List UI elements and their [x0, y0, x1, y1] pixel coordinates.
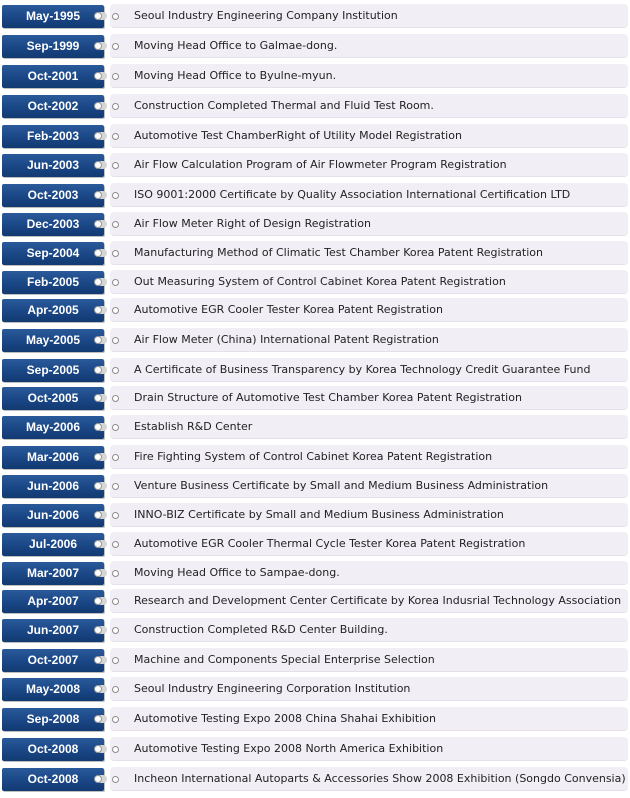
circle-bullet-icon [112, 598, 119, 605]
event-description: Machine and Components Special Enterprise Selection [134, 653, 435, 666]
event-description: Venture Business Certificate by Small and Medium Business Administration [134, 479, 549, 492]
date-label: Sep-2004 [2, 242, 104, 265]
connector-dot-icon [94, 12, 102, 20]
date-label: Jun-2003 [2, 154, 104, 177]
date-label: Oct-2008 [2, 768, 104, 791]
circle-bullet-icon [112, 776, 119, 783]
timeline-row [2, 358, 629, 382]
date-label: Sep-2008 [2, 708, 104, 731]
timeline-row [2, 648, 629, 672]
timeline-row [2, 124, 629, 148]
connector-dot-icon [94, 597, 102, 605]
circle-bullet-icon [112, 307, 119, 314]
timeline-row [2, 415, 629, 439]
timeline-row [2, 737, 629, 761]
connector-dot-icon [94, 42, 102, 50]
event-description: Establish R&D Center [134, 420, 253, 433]
event-description: Construction Completed R&D Center Building. [134, 623, 388, 636]
timeline-row [2, 677, 629, 701]
event-description: Automotive Testing Expo 2008 China Shahai Exhibition [134, 712, 436, 725]
timeline-row [2, 532, 629, 556]
date-label: Jun-2006 [2, 475, 104, 498]
circle-bullet-icon [112, 686, 119, 693]
timeline-row [2, 707, 629, 731]
circle-bullet-icon [112, 43, 119, 50]
connector-dot-icon [94, 191, 102, 199]
circle-bullet-icon [112, 454, 119, 461]
timeline-row [2, 183, 629, 207]
timeline-row [2, 474, 629, 498]
timeline-row [2, 241, 629, 265]
connector-dot-icon [94, 540, 102, 548]
date-label: Oct-2005 [2, 387, 104, 410]
circle-bullet-icon [112, 395, 119, 402]
date-label: Oct-2008 [2, 738, 104, 761]
date-label: May-2005 [2, 329, 104, 352]
timeline-row [2, 34, 629, 58]
circle-bullet-icon [112, 746, 119, 753]
date-label: Dec-2003 [2, 213, 104, 236]
timeline-row [2, 503, 629, 527]
circle-bullet-icon [112, 657, 119, 664]
date-label: Sep-1999 [2, 35, 104, 58]
event-description: A Certificate of Business Transparency by Korea Technology Credit Guarantee Fund [134, 363, 591, 376]
date-label: Oct-2007 [2, 649, 104, 672]
circle-bullet-icon [112, 512, 119, 519]
event-description: Automotive Testing Expo 2008 North America Exhibition [134, 742, 444, 755]
circle-bullet-icon [112, 337, 119, 344]
event-description: Out Measuring System of Control Cabinet Korea Patent Registration [134, 275, 506, 288]
connector-dot-icon [94, 715, 102, 723]
event-description: Moving Head Office to Galmae-dong. [134, 39, 338, 52]
date-label: Sep-2005 [2, 359, 104, 382]
connector-dot-icon [94, 249, 102, 257]
circle-bullet-icon [112, 627, 119, 634]
event-description: Construction Completed Thermal and Fluid Test Room. [134, 99, 434, 112]
date-label: Feb-2005 [2, 271, 104, 294]
connector-dot-icon [94, 102, 102, 110]
circle-bullet-icon [112, 367, 119, 374]
circle-bullet-icon [112, 13, 119, 20]
timeline-row [2, 328, 629, 352]
event-description: Air Flow Meter (China) International Patent Registration [134, 333, 439, 346]
connector-dot-icon [94, 482, 102, 490]
circle-bullet-icon [112, 221, 119, 228]
connector-dot-icon [94, 161, 102, 169]
date-label: Jun-2007 [2, 619, 104, 642]
timeline-row [2, 64, 629, 88]
timeline-row [2, 4, 629, 28]
connector-dot-icon [94, 278, 102, 286]
event-description: Seoul Industry Engineering Company Institution [134, 9, 398, 22]
event-description: Automotive EGR Cooler Thermal Cycle Tester Korea Patent Registration [134, 537, 526, 550]
date-label: Feb-2003 [2, 125, 104, 148]
circle-bullet-icon [112, 424, 119, 431]
timeline-row [2, 153, 629, 177]
event-description: Drain Structure of Automotive Test Chamber Korea Patent Registration [134, 391, 522, 404]
event-description: Research and Development Center Certificate by Korea Indusrial Technology Association [134, 594, 622, 607]
timeline-row [2, 270, 629, 294]
connector-dot-icon [94, 306, 102, 314]
date-label: May-2006 [2, 416, 104, 439]
timeline-row [2, 94, 629, 118]
event-description: Seoul Industry Engineering Corporation Institution [134, 682, 411, 695]
circle-bullet-icon [112, 133, 119, 140]
connector-dot-icon [94, 745, 102, 753]
connector-dot-icon [94, 423, 102, 431]
circle-bullet-icon [112, 483, 119, 490]
event-description: Manufacturing Method of Climatic Test Chamber Korea Patent Registration [134, 246, 543, 259]
timeline-row [2, 618, 629, 642]
connector-dot-icon [94, 220, 102, 228]
circle-bullet-icon [112, 162, 119, 169]
timeline-row [2, 767, 629, 791]
timeline-row [2, 386, 629, 410]
connector-dot-icon [94, 685, 102, 693]
timeline-row [2, 212, 629, 236]
connector-dot-icon [94, 453, 102, 461]
circle-bullet-icon [112, 250, 119, 257]
connector-dot-icon [94, 656, 102, 664]
connector-dot-icon [94, 72, 102, 80]
event-description: Fire Fighting System of Control Cabinet Korea Patent Registration [134, 450, 493, 463]
circle-bullet-icon [112, 570, 119, 577]
circle-bullet-icon [112, 279, 119, 286]
date-label: Oct-2001 [2, 65, 104, 88]
connector-dot-icon [94, 775, 102, 783]
connector-dot-icon [94, 336, 102, 344]
event-description: Air Flow Calculation Program of Air Flowmeter Program Registration [134, 158, 507, 171]
connector-dot-icon [94, 132, 102, 140]
connector-dot-icon [94, 569, 102, 577]
event-description: Moving Head Office to Sampae-dong. [134, 566, 340, 579]
timeline-row [2, 298, 629, 322]
date-label: Jun-2006 [2, 504, 104, 527]
circle-bullet-icon [112, 541, 119, 548]
timeline-row [2, 589, 629, 613]
circle-bullet-icon [112, 73, 119, 80]
connector-dot-icon [94, 366, 102, 374]
event-description: Incheon International Autoparts & Accessories Show 2008 Exhibition (Songdo Convensia) [134, 772, 626, 785]
connector-dot-icon [94, 511, 102, 519]
date-label: Apr-2005 [2, 299, 104, 322]
connector-dot-icon [94, 394, 102, 402]
date-label: Oct-2003 [2, 184, 104, 207]
timeline-row [2, 445, 629, 469]
circle-bullet-icon [112, 103, 119, 110]
date-label: May-2008 [2, 678, 104, 701]
event-description: Air Flow Meter Right of Design Registration [134, 217, 371, 230]
circle-bullet-icon [112, 192, 119, 199]
event-description: Automotive Test ChamberRight of Utility Model Registration [134, 129, 462, 142]
event-description: Automotive EGR Cooler Tester Korea Patent Registration [134, 303, 443, 316]
event-description: INNO-BIZ Certificate by Small and Medium Business Administration [134, 508, 504, 521]
circle-bullet-icon [112, 716, 119, 723]
date-label: Oct-2002 [2, 95, 104, 118]
connector-dot-icon [94, 626, 102, 634]
date-label: Jul-2006 [2, 533, 104, 556]
date-label: Apr-2007 [2, 590, 104, 613]
date-label: Mar-2007 [2, 562, 104, 585]
event-description: ISO 9001:2000 Certificate by Quality Association International Certification LTD [134, 188, 571, 201]
event-description: Moving Head Office to Byulne-myun. [134, 69, 337, 82]
date-label: Mar-2006 [2, 446, 104, 469]
date-label: May-1995 [2, 5, 104, 28]
timeline-row [2, 561, 629, 585]
